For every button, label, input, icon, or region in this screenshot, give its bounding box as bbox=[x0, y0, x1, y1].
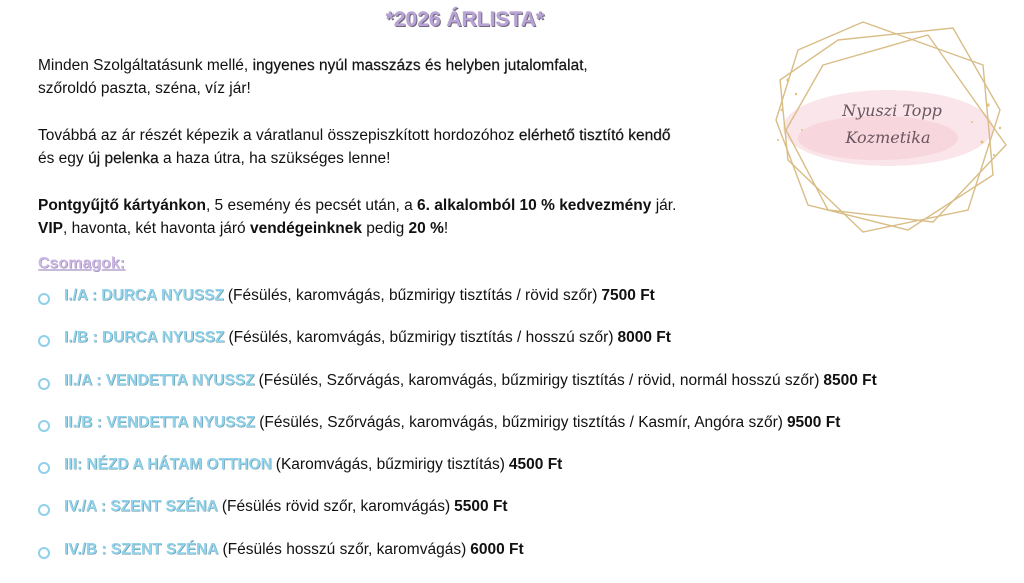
intro-text-segment: , havonta, két havonta járó bbox=[62, 220, 250, 237]
circle-bullet-icon bbox=[38, 293, 50, 305]
package-item bbox=[38, 498, 1018, 540]
packages-list bbox=[38, 287, 1018, 583]
package-description: (Fésülés, Szőrvágás, karomvágás, bűzmirigy tisztítás / rövid, normál hosszú szőr) bbox=[258, 371, 820, 389]
salon-logo bbox=[768, 10, 1016, 240]
intro-text-segment: szőroldó paszta, széna, víz jár! bbox=[38, 80, 251, 97]
package-price: 4500 Ft bbox=[508, 456, 563, 474]
package-name: IV./B : SZENT SZÉNA bbox=[64, 540, 219, 558]
package-name: II./B : VENDETTA NYUSSZ bbox=[64, 413, 256, 431]
package-price: 8500 Ft bbox=[823, 371, 877, 389]
page-title: *2026 ÁRLISTA* bbox=[385, 8, 545, 31]
intro-text-segment: és egy bbox=[38, 150, 88, 167]
package-price: 9500 Ft bbox=[786, 413, 841, 431]
package-item bbox=[38, 541, 1018, 583]
loyalty-card-label: Pontgyűjtő kártyánkon bbox=[38, 197, 206, 214]
intro-text-segment: jár. bbox=[651, 197, 677, 214]
intro-paragraph-extras bbox=[38, 124, 758, 170]
package-item bbox=[38, 456, 1018, 498]
intro-text bbox=[38, 54, 758, 240]
intro-text-segment: Minden Szolgáltatásunk mellé, bbox=[38, 57, 253, 74]
package-description: (Fésülés rövid szőr, karomvágás) bbox=[221, 498, 451, 516]
package-description: (Fésülés, karomvágás, bűzmirigy tisztítás / hosszú szőr) bbox=[228, 329, 614, 347]
package-price: 8000 Ft bbox=[617, 329, 671, 347]
cleaning-cloth-highlight: elérhető tisztító kendő bbox=[518, 127, 671, 144]
package-description: (Fésülés, Szőrvágás, karomvágás, bűzmirigy tisztítás / Kasmír, Angóra szőr) bbox=[259, 413, 783, 431]
package-name: IV./A : SZENT SZÉNA bbox=[64, 498, 218, 516]
vip-label: VIP bbox=[38, 220, 63, 237]
intro-paragraph-loyalty bbox=[38, 194, 758, 240]
circle-bullet-icon bbox=[38, 420, 50, 432]
intro-paragraph-services bbox=[38, 54, 758, 100]
intro-text-segment: Továbbá az ár részét képezik a váratlanul összepiszkított hordozóhoz bbox=[38, 127, 519, 144]
package-name: II./A : VENDETTA NYUSSZ bbox=[64, 371, 255, 389]
package-item bbox=[38, 287, 1018, 329]
intro-text-segment: ! bbox=[443, 220, 449, 237]
circle-bullet-icon bbox=[38, 504, 50, 516]
package-item bbox=[38, 372, 1018, 414]
intro-text-segment: pedig bbox=[361, 220, 409, 237]
package-name: III: NÉZD A HÁTAM OTTHON bbox=[64, 456, 272, 474]
package-price: 5500 Ft bbox=[454, 498, 508, 516]
intro-text-segment: a haza útra, ha szükséges lenne! bbox=[158, 150, 391, 167]
circle-bullet-icon bbox=[38, 378, 50, 390]
package-description: (Fésülés, karomvágás, bűzmirigy tisztítás / rövid szőr) bbox=[227, 287, 598, 304]
packages-heading: Csomagok: bbox=[38, 255, 126, 272]
intro-text-segment: , bbox=[583, 57, 588, 74]
diaper-highlight: új pelenka bbox=[87, 150, 159, 167]
package-name: I./A : DURCA NYUSSZ bbox=[64, 287, 224, 304]
package-name: I./B : DURCA NYUSSZ bbox=[64, 329, 225, 347]
package-price: 6000 Ft bbox=[470, 540, 524, 558]
package-item bbox=[38, 414, 1018, 456]
logo-text-line2: Kozmetika bbox=[845, 128, 931, 147]
intro-text-segment: , 5 esemény és pecsét után, a bbox=[205, 197, 418, 214]
package-item bbox=[38, 329, 1018, 371]
discount-highlight: 6. alkalomból 10 % kedvezmény bbox=[417, 197, 652, 214]
vip-discount-value: 20 % bbox=[408, 220, 444, 237]
guests-highlight: vendégeinknek bbox=[249, 220, 362, 237]
circle-bullet-icon bbox=[38, 462, 50, 474]
circle-bullet-icon bbox=[38, 335, 50, 347]
circle-bullet-icon bbox=[38, 547, 50, 559]
package-price: 7500 Ft bbox=[601, 287, 655, 304]
package-description: (Fésülés hosszú szőr, karomvágás) bbox=[222, 540, 467, 558]
free-massage-highlight: ingyenes nyúl masszázs és helyben jutalomfalat bbox=[252, 57, 584, 74]
package-description: (Karomvágás, bűzmirigy tisztítás) bbox=[275, 456, 505, 474]
logo-text-line1: Nyuszi Topp bbox=[842, 101, 942, 120]
